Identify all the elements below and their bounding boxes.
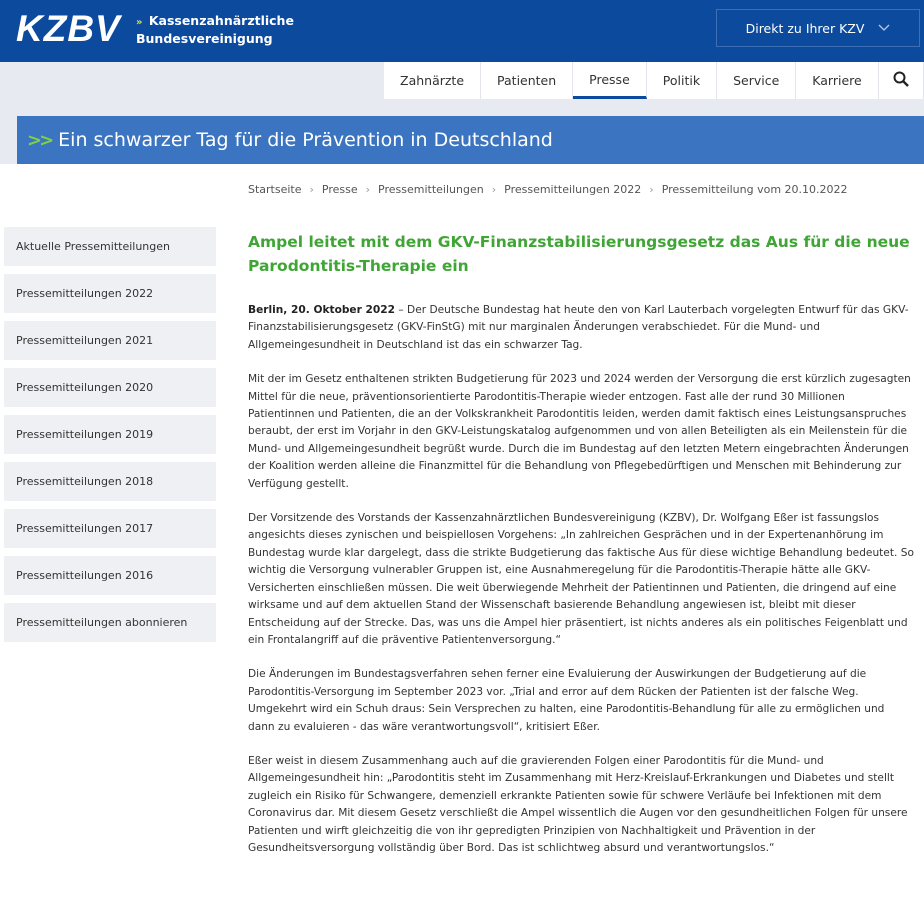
nav-item-zahnaerzte[interactable]: Zahnärzte (384, 62, 481, 99)
nav-item-service[interactable]: Service (717, 62, 796, 99)
breadcrumb-chevron-icon: › (491, 183, 497, 196)
kzv-select-button[interactable] (716, 9, 920, 47)
sidebar-item-2018[interactable]: Pressemitteilungen 2018 (4, 462, 216, 501)
nav-item-politik[interactable]: Politik (647, 62, 717, 99)
breadcrumb-pressemitteilungen[interactable]: Pressemitteilungen (378, 183, 484, 196)
breadcrumb-chevron-icon: › (365, 183, 371, 196)
nav-item-karriere[interactable]: Karriere (796, 62, 878, 99)
search-icon (893, 71, 909, 90)
sidebar-item-2016[interactable]: Pressemitteilungen 2016 (4, 556, 216, 595)
page-title-bar (17, 116, 924, 164)
article-paragraph-3: Der Vorsitzende des Vorstands der Kassenzahnärztlichen Bundesvereinigung (KZBV), Dr. Wolfgang Eßer ist fassungslos angesichts dieses zynischen und beispiellosen Vorgehens: „In zahlreichen Gesprächen und in der Expertenanhörung im Bundestag wurde klar dargelegt, dass die strikte Budgetierung das faktische Aus für diese wichtige Behandlung bedeutet. So wichtig die Versorgung vulnerabler Gruppen ist, eine Ausnahmeregelung für die Parodontitis-Therapie hätte alle GKV-Versicherten einschließen müssen. Die weit überwiegende Mehrheit der Patientinnen und Patienten, die dringend auf eine wirksame und auf dem aktuellen Stand der Wissenschaft basierende Behandlung angewiesen ist, bleibt mit dieser Entscheidung auf der Strecke. Das, was uns die Ampel hier präsentiert, ist nichts anderes als ein politisches Feigenblatt und ein Frontalangriff auf die präventive Patientenversorgung.“ (248, 512, 914, 646)
breadcrumb-chevron-icon: › (309, 183, 314, 196)
sidebar-item-2021[interactable]: Pressemitteilungen 2021 (4, 321, 216, 360)
chevron-down-icon (878, 22, 890, 35)
breadcrumb (248, 183, 848, 196)
breadcrumb-presse[interactable]: Presse (321, 183, 358, 196)
breadcrumb-chevron-icon: › (649, 183, 654, 196)
article-headline: Ampel leitet mit dem GKV-Finanzstabilisierungsgesetz das Aus für die neue Parodontitis-Therapie ein (248, 233, 910, 275)
sidebar-item-abonnieren[interactable]: Pressemitteilungen abonnieren (4, 603, 216, 642)
org-name[interactable] (136, 13, 294, 47)
org-name-line2: Bundesvereinigung (136, 31, 273, 46)
nav-item-presse[interactable]: Presse (573, 62, 647, 99)
org-name-line1: Kassenzahnärztliche (148, 13, 294, 28)
search-button[interactable] (879, 62, 924, 99)
sidebar-item-2022[interactable]: Pressemitteilungen 2022 (4, 274, 216, 313)
sidebar-item-aktuelle[interactable]: Aktuelle Pressemitteilungen (4, 227, 216, 266)
article-paragraph-1-text: – Der Deutsche Bundestag hat heute den von Karl Lauterbach vorgelegten Entwurf für das GKV-Finanzstabilisierungsgesetz (GKV-FinStG) mit nur marginalen Änderungen verabschiedet. Für die Mund- und Allgemeingesundheit in Deutschland ist das ein schwarzer Tag. (248, 304, 909, 351)
sidebar (4, 227, 216, 650)
kzv-select-label: Direkt zu Ihrer KZV (745, 20, 865, 36)
sidebar-item-2019[interactable]: Pressemitteilungen 2019 (4, 415, 216, 454)
double-chevron-icon: >> (27, 129, 52, 151)
sidebar-item-2017[interactable]: Pressemitteilungen 2017 (4, 509, 216, 548)
kzbv-logo[interactable]: KZBV (16, 8, 121, 49)
breadcrumb-startseite[interactable]: Startseite (248, 183, 302, 196)
article (248, 230, 914, 874)
article-paragraph-5: Eßer weist in diesem Zusammenhang auch auf die gravierenden Folgen einer Parodontitis für die Mund- und Allgemeingesundheit hin: „Parodontitis steht im Zusammenhang mit Herz-Kreislauf-Erkrankungen und Diabetes und stellt zugleich ein Risiko für Schwangere, demenziell erkrankte Patienten sowie für schwere Verläufe bei Infektionen mit dem Coronavirus dar. Mit diesem Gesetz verschließt die Ampel wissentlich die Augen vor den gesundheitlichen Folgen für unsere Patienten und wirft gleichzeitig die von ihr gepredigten Prinzipien von Nachhaltigkeit und Prävention in der Gesundheitsversorgung vollständig über Bord. Das ist schlichtweg absurd und verantwortungslos.“ (248, 754, 908, 854)
sidebar-item-2020[interactable]: Pressemitteilungen 2020 (4, 368, 216, 407)
double-chevron-icon: » (136, 17, 143, 28)
breadcrumb-current: Pressemitteilung vom 20.10.2022 (661, 183, 848, 196)
top-header (0, 0, 924, 62)
article-dateline: Berlin, 20. Oktober 2022 (248, 304, 396, 316)
article-paragraph-1 (248, 302, 914, 354)
article-paragraph-2: Mit der im Gesetz enthaltenen strikten Budgetierung für 2023 und 2024 werden der Versorgung die erst kürzlich zugesagten Mittel für die neue, präventionsorientierte Parodontitis-Therapie wieder entzogen. Fast alle der rund 30 Millionen Patientinnen und Patienten, die an der Volkskrankheit Parodontitis leiden, werden damit faktisch eines Leistungsanspruches beraubt, der erst im Vorjahr in den GKV-Leistungskatalog aufgenommen und von allen Beteiligten als ein Meilenstein für die Mund- und Allgemeingesundheit begrüßt wurde. Durch die im Bundestag auf den letzten Metern eingebrachten Änderungen der Koalition werden alleine die Finanzmittel für die Behandlung von Pflegebedürftigen und Menschen mit Behinderung zur Verfügung gestellt. (248, 373, 911, 490)
article-paragraph-4: Die Änderungen im Bundestagsverfahren sehen ferner eine Evaluierung der Auswirkungen der Budgetierung auf die Parodontitis-Versorgung im September 2023 vor. „Trial and error auf dem Rücken der Patienten ist der falsche Weg. Umgekehrt wird ein Schuh draus: Sein Versprechen zu halten, eine Parodontitis-Behandlung für alle zu ermöglichen und dann zu evaluieren - das wäre verantwortungsvoll“, kritisiert Eßer. (248, 668, 885, 733)
breadcrumb-pressemitteilungen-2022[interactable]: Pressemitteilungen 2022 (504, 183, 642, 196)
main-nav (384, 62, 924, 99)
nav-item-patienten[interactable]: Patienten (481, 62, 573, 99)
page-title: Ein schwarzer Tag für die Prävention in Deutschland (58, 129, 553, 151)
